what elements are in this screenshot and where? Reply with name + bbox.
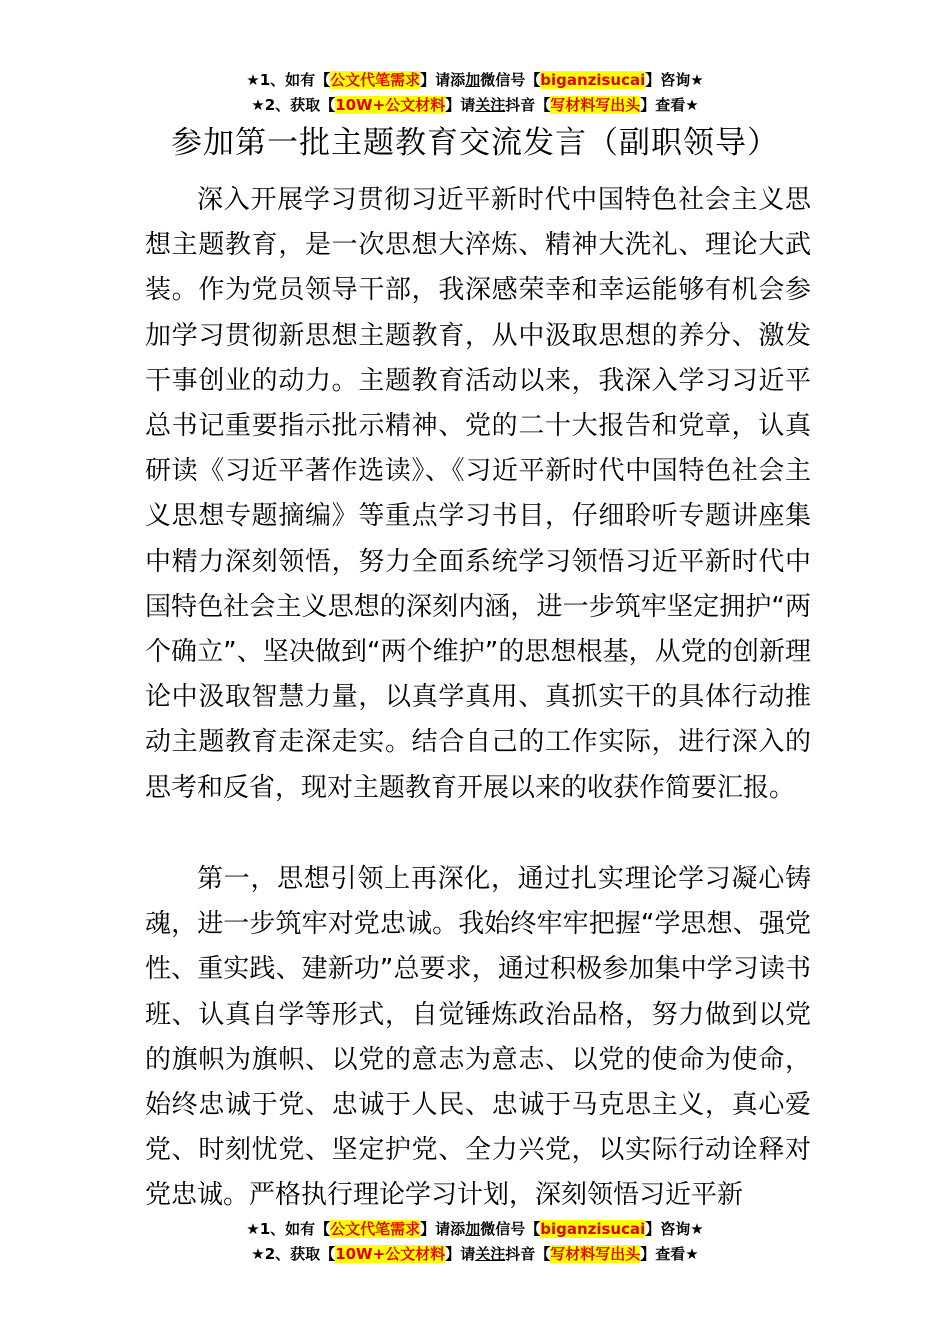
ad-text: 】请添	[420, 71, 466, 89]
ad-emphasis: 加	[465, 1220, 481, 1238]
ad-highlight: biganzisucai	[540, 71, 646, 89]
document-title: 参加第一批主题教育交流发言（副职领导）	[171, 125, 779, 161]
ad-banner-line-2	[0, 94, 950, 116]
ad-banner-line-1	[0, 69, 950, 91]
ad-text: 微信号【	[480, 71, 541, 89]
ad-prefix: ★1、如有【	[246, 1220, 331, 1238]
ad-highlight: 写材料写出头	[550, 1245, 641, 1263]
ad-highlight: 10W+公文材料	[335, 96, 446, 114]
ad-banner-bottom-line-2	[0, 1243, 950, 1265]
ad-text: 】请添	[420, 1220, 466, 1238]
body-paragraph-2-container	[145, 857, 811, 1219]
ad-text: 微信号【	[480, 1220, 541, 1238]
ad-highlight: 公文代笔需求	[330, 1220, 421, 1238]
body-paragraph: 第一，思想引领上再深化，通过扎实理论学习凝心铸魂，进一步筑牢对党忠诚。我始终牢牢把握“学思想、强党性、重实践、建新功”总要求，通过积极参加集中学习读书班、认真自学等形式，自觉锤炼政治品格，努力做到以党的旗帜为旗帜、以党的意志为意志、以党的使命为使命，始终忠诚于党、忠诚于人民、忠诚于马克思主义，真心爱党、时刻忧党、坚定护党、全力兴党，以实际行动诠释对党忠诚。严格执行理论学习计划，深刻领悟习近平新	[145, 864, 811, 1211]
ad-highlight: 公文代笔需求	[330, 71, 421, 89]
ad-emphasis: 关注	[475, 96, 506, 114]
ad-suffix: 】咨询★	[645, 1220, 704, 1238]
body-paragraph: 深入开展学习贯彻习近平新时代中国特色社会主义思想主题教育，是一次思想大淬炼、精神大洗礼、理论大武装。作为党员领导干部，我深感荣幸和幸运能够有机会参加学习贯彻新思想主题教育，从中汲取思想的养分、激发干事创业的动力。主题教育活动以来，我深入学习习近平总书记重要指示批示精神、党的二十大报告和党章，认真研读《习近平著作选读》、《习近平新时代中国特色社会主义思想专题摘编》等重点学习书目，仔细聆听专题讲座集中精力深刻领悟，努力全面系统学习领悟习近平新时代中国特色社会主义思想的深刻内涵，进一步筑牢坚定拥护“两个确立”、坚决做到“两个维护”的思想根基，从党的创新理论中汲取智慧力量，以真学真用、真抓实干的具体行动推动主题教育走深走实。结合自己的工作实际，进行深入的思考和反省，现对主题教育开展以来的收获作简要汇报。	[145, 185, 811, 803]
ad-highlight: biganzisucai	[540, 1220, 646, 1238]
ad-prefix: ★1、如有【	[246, 71, 331, 89]
ad-prefix: ★2、获取【	[251, 96, 336, 114]
body-paragraph-1-container	[145, 178, 811, 811]
ad-banner-bottom-line-1	[0, 1218, 950, 1240]
ad-suffix: 】咨询★	[645, 71, 704, 89]
ad-highlight: 10W+公文材料	[335, 1245, 446, 1263]
ad-text: 抖音【	[505, 96, 551, 114]
ad-suffix: 】查看★	[640, 1245, 699, 1263]
ad-text: 抖音【	[505, 1245, 551, 1263]
ad-emphasis: 关注	[475, 1245, 506, 1263]
ad-highlight: 写材料写出头	[550, 96, 641, 114]
ad-prefix: ★2、获取【	[251, 1245, 336, 1263]
ad-emphasis: 加	[465, 71, 481, 89]
ad-text: 】请	[445, 1245, 476, 1263]
ad-suffix: 】查看★	[640, 96, 699, 114]
ad-text: 】请	[445, 96, 476, 114]
